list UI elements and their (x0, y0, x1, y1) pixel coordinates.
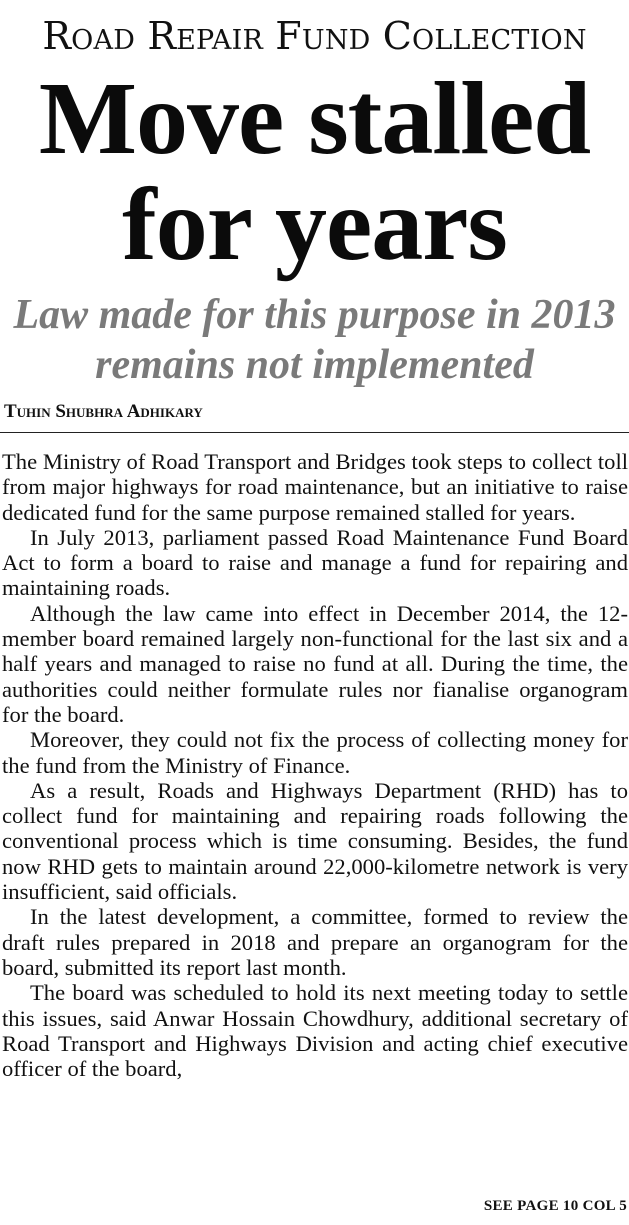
paragraph: As a result, Roads and Highways Department (RHD) has to collect fund for maintaining and repairing roads following the conventional process which is time consuming. Besides, the fund now RHD gets to maintain around 22,000-kilometre network is very insufficient, said officials. (2, 777, 628, 905)
continuation-jump: SEE PAGE 10 COL 5 (483, 1198, 627, 1214)
paragraph: The board was scheduled to hold its next meeting today to settle this issues, said Anwar Hossain Chowdhury, additional secretary of Road Transport and Highways Division and acting chief executive officer of the board, (2, 980, 628, 1082)
paragraph: In July 2013, parliament passed Road Maintenance Fund Board Act to form a board to raise and manage a fund for repairing and maintaining roads. (2, 524, 628, 601)
paragraph: In the latest development, a committee, formed to review the draft rules prepared in 2018 and prepare an organogram for the board, submitted its report last month. (2, 904, 628, 980)
paragraph: Although the law came into effect in December 2014, the 12-member board remained largely non-functional for the last six and a half years and managed to raise no fund at all. During the time, the authorities could neither formulate rules nor fianalise organogram for the board. (2, 600, 628, 727)
headline: Move stalled for years (38, 61, 591, 282)
subheadline: Law made for this purpose in 2013 remains not implemented (13, 292, 616, 388)
kicker: Road Repair Fund Collection (42, 14, 587, 58)
article-body (2, 449, 628, 1081)
paragraph: The Ministry of Road Transport and Bridges took steps to collect toll from major highways for road maintenance, but an initiative to raise dedicated fund for the same purpose remained stalled for years. (2, 449, 628, 525)
byline: Tuhin Shubhra Adhikary (4, 401, 203, 422)
divider (0, 432, 629, 433)
paragraph: Moreover, they could not fix the process of collecting money for the fund from the Ministry of Finance. (2, 727, 628, 778)
